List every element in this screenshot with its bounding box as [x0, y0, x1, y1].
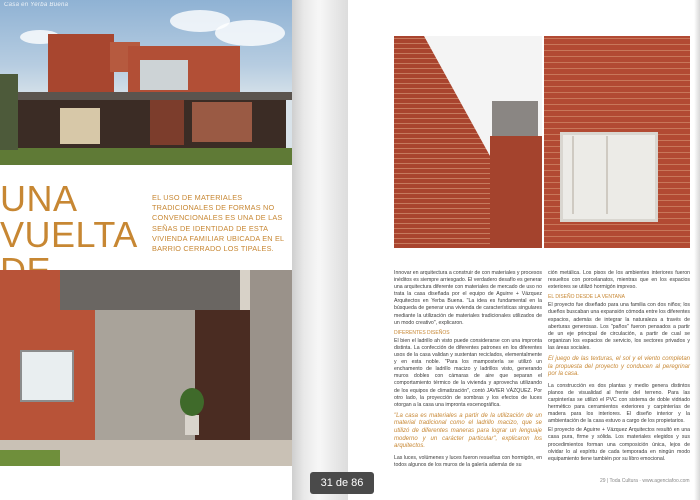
- text-column-1: [394, 270, 542, 471]
- article-title-line1: UNA VUELTA: [0, 178, 138, 255]
- right-page: [348, 0, 700, 500]
- window-brick-facade-photo: [544, 36, 690, 248]
- house-entrance-photo: [0, 270, 293, 466]
- left-page: [0, 0, 300, 500]
- text-column-2: [548, 270, 690, 465]
- page-indicator[interactable]: 31 de 86: [310, 472, 374, 494]
- col2-subhead: EL DISEÑO DESDE LA VENTANA: [548, 294, 625, 301]
- house-exterior-photo-top: [0, 0, 293, 165]
- col2-paragraph-1: ción metálica. Los pisos de los ambientes interiores fueron resueltos con porcelanatos, mientras que en los espacios exteriores se utilizó hormigón impreso.: [548, 270, 690, 291]
- page-edge-shadow: [694, 0, 700, 500]
- page-spine: [292, 0, 352, 500]
- col1-pull-quote: "La casa es materiales a partir de la utilización de un material tradicional como el ladrillo macizo, que se utilizó de diferentes maneras para lograr un lenguaje moderno y un carácter particular", explicaron los arquitectos.: [394, 412, 542, 450]
- col1-paragraph-1: Innovar en arquitectura a construir de con materiales y procesos inéditos es siempre arriesgado. El verdadero desafío es generar una arquitectura diferente con materiales de mercado de uso no trata la casa diseñada por el equipo de Aguirre + Vázquez Arquitectos en Yerba Buena. "La idea es fundamental en la búsqueda de generar una vivienda de características singulares mediante la utilización de materiales tradicionales utilizados de un modo creativo", explicaron.: [394, 270, 542, 326]
- page-footer: 29 | Toda Cultura · www.agenciafoo.com: [600, 478, 690, 484]
- brick-wall-detail-photo: [394, 36, 542, 248]
- col2-paragraph-4: El proyecto de Aguirre + Vázquez Arquitectos resultó en una casa pura, firme y sólida. Los materiales elegidos y sus procedimientos forman una composición única, lejos de olvidar lo al espíritu de cada temporada en ningún modo equipamiento tiene también por su libro emocional.: [548, 427, 690, 462]
- col1-paragraph-2: El bien el ladrillo ah visto puede considerarse con una impronta distinta. La confección de diferentes patrones en los diferentes usos de la casa validan y sustentan reciclados, elementalmente y en esta noble. "Para los mampostería se utilizó un enchamento de ladrillo macizo y ladrillos visto, generando muros dobles con cámaras de aire que separan el comportamiento térmico de la vivienda y aprovecha utilizando de los equipos de climatización", contó JAVIER VÁZQUEZ. Por otro lado, la proyección de sombras y los efectos de luces otorgan a la casa una impronta escenográfica.: [394, 337, 542, 408]
- article-intro: EL USO DE MATERIALES TRADICIONALES DE FORMAS NO CONVENCIONALES ES UNA DE LAS SEÑAS DE IDENTIDAD DE ESTA VIVIENDA FAMILIAR UBICADA EN EL BARRIO CERRADO LOS TIPALES.: [152, 193, 285, 254]
- running-head: Casa en Yerba Buena: [4, 2, 69, 8]
- col1-paragraph-3: Las luces, volúmenes y luces fueron resueltas con hormigón, en todos algunos de los muros de la galería además de su: [394, 454, 542, 468]
- col1-subhead: DIFERENTES DISEÑOS: [394, 329, 450, 336]
- col2-paragraph-3: La construcción es dos plantas y medio genera distintos planos de visualidad al frente del terreno. Para las carpinterías se utilizó el PVC con sistema de doble vidriado hermético para cerramientos exteriores y carpinterías de madera para los interiores. El diseño interior y la ambientación de la casa estuvo a cargo de los propietarios.: [548, 382, 690, 425]
- col2-pull-quote: El juego de las texturas, el sol y el viento completan la propuesta del proyecto y conducen al peregrinar por la casa.: [548, 356, 690, 378]
- col2-paragraph-2: El proyecto fue diseñado para una familia con dos niños; los dueños buscaban una expansión cómoda entre los diferentes espacios, además de integrar la naturaleza a través de aberturas generosas. Los "paños" fueron pensados a partir de un eje principal de circulación, a partir de cual se organizan los espacios de servicio, los sectores privados y las áreas sociales.: [548, 302, 690, 351]
